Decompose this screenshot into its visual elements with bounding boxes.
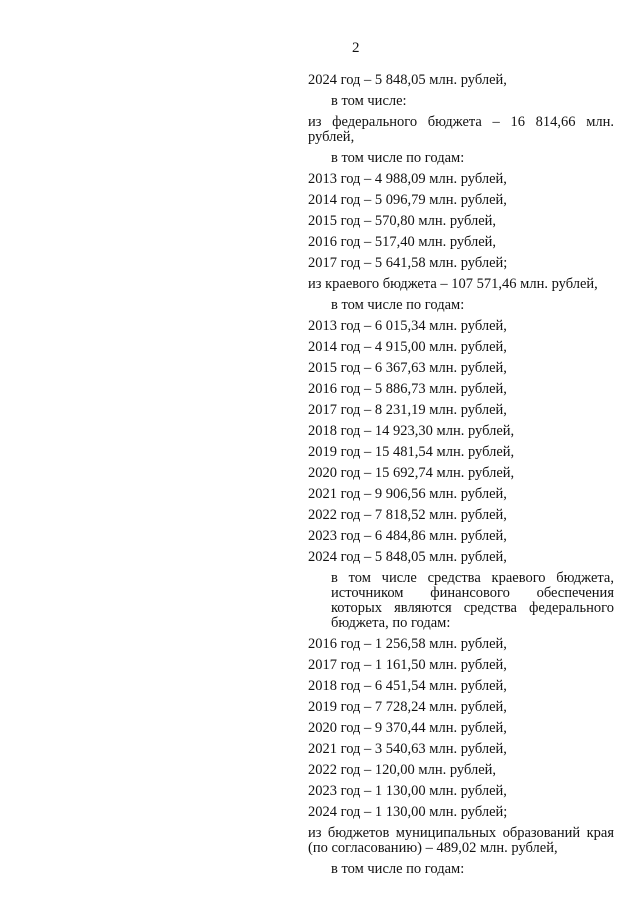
- funding-line: 2020 год – 15 692,74 млн. рублей,: [308, 465, 515, 481]
- funding-line: 2024 год – 1 130,00 млн. рублей;: [308, 804, 508, 820]
- funding-line: 2014 год – 4 915,00 млн. рублей,: [308, 339, 507, 355]
- funding-line: 2017 год – 8 231,19 млн. рублей,: [308, 402, 507, 418]
- subheading-line: в том числе по годам:: [331, 297, 465, 313]
- funding-line: из краевого бюджета – 107 571,46 млн. рублей,: [308, 276, 598, 292]
- subheading-line: в том числе по годам:: [331, 150, 465, 166]
- funding-paragraph: из федерального бюджета – 16 814,66 млн. рублей,: [308, 114, 614, 145]
- funding-line: 2021 год – 3 540,63 млн. рублей,: [308, 741, 507, 757]
- funding-line: 2016 год – 1 256,58 млн. рублей,: [308, 636, 507, 652]
- funding-line: 2022 год – 120,00 млн. рублей,: [308, 762, 497, 778]
- funding-line: 2023 год – 6 484,86 млн. рублей,: [308, 528, 507, 544]
- funding-paragraph: в том числе средства краевого бюджета, источником финансового обеспечения которых являются средства федерального бюджета, по годам:: [331, 570, 614, 631]
- funding-line: 2016 год – 5 886,73 млн. рублей,: [308, 381, 507, 397]
- funding-line: 2014 год – 5 096,79 млн. рублей,: [308, 192, 507, 208]
- funding-line: 2018 год – 6 451,54 млн. рублей,: [308, 678, 507, 694]
- funding-line: 2020 год – 9 370,44 млн. рублей,: [308, 720, 507, 736]
- funding-line: 2019 год – 15 481,54 млн. рублей,: [308, 444, 515, 460]
- funding-line: 2023 год – 1 130,00 млн. рублей,: [308, 783, 507, 799]
- funding-line: 2024 год – 5 848,05 млн. рублей,: [308, 72, 507, 88]
- funding-line: 2017 год – 1 161,50 млн. рублей,: [308, 657, 507, 673]
- funding-line: 2018 год – 14 923,30 млн. рублей,: [308, 423, 515, 439]
- subheading-line: в том числе по годам:: [331, 861, 465, 877]
- page-number: 2: [352, 40, 360, 56]
- funding-line: 2016 год – 517,40 млн. рублей,: [308, 234, 497, 250]
- subheading-line: в том числе:: [331, 93, 407, 109]
- funding-line: 2019 год – 7 728,24 млн. рублей,: [308, 699, 507, 715]
- funding-paragraph: из бюджетов муниципальных образований края (по согласованию) – 489,02 млн. рублей,: [308, 825, 614, 856]
- funding-line: 2017 год – 5 641,58 млн. рублей;: [308, 255, 508, 271]
- funding-line: 2013 год – 6 015,34 млн. рублей,: [308, 318, 507, 334]
- funding-line: 2021 год – 9 906,56 млн. рублей,: [308, 486, 507, 502]
- document-body: [308, 73, 614, 883]
- funding-line: 2015 год – 6 367,63 млн. рублей,: [308, 360, 507, 376]
- funding-line: 2022 год – 7 818,52 млн. рублей,: [308, 507, 507, 523]
- funding-line: 2015 год – 570,80 млн. рублей,: [308, 213, 497, 229]
- funding-line: 2013 год – 4 988,09 млн. рублей,: [308, 171, 507, 187]
- funding-line: 2024 год – 5 848,05 млн. рублей,: [308, 549, 507, 565]
